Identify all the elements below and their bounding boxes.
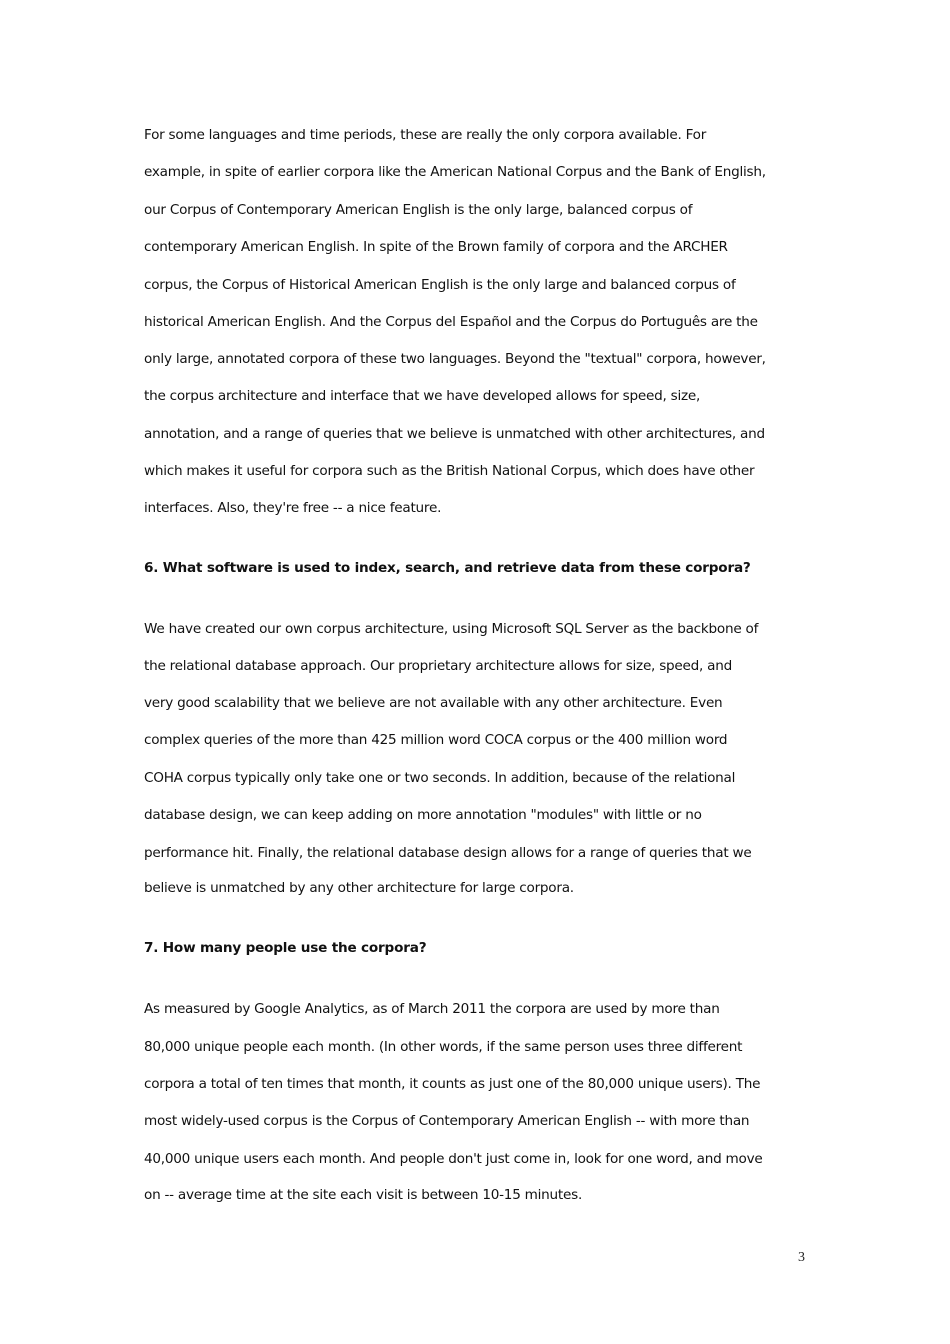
paragraph-2-line-1: We have created our own corpus architecture, using Microsoft SQL Server as the backbone of (144, 621, 759, 637)
paragraph-2-line-8: believe is unmatched by any other architecture for large corpora. (144, 880, 574, 896)
paragraph-2-line-2: the relational database approach. Our proprietary architecture allows for size, speed, and (144, 658, 732, 674)
paragraph-1-line-10: which makes it useful for corpora such as the British National Corpus, which does have other (144, 463, 755, 479)
paragraph-1-line-9: annotation, and a range of queries that we believe is unmatched with other architectures, and (144, 426, 765, 442)
paragraph-3-line-4: most widely-used corpus is the Corpus of Contemporary American English -- with more than (144, 1113, 750, 1129)
paragraph-1-line-11: interfaces. Also, they're free -- a nice feature. (144, 500, 442, 516)
paragraph-1-line-4: contemporary American English. In spite of the Brown family of corpora and the ARCHER (144, 239, 728, 255)
paragraph-2-line-5: COHA corpus typically only take one or two seconds. In addition, because of the relational (144, 770, 736, 786)
paragraph-1-line-6: historical American English. And the Corpus del Español and the Corpus do Português are the (144, 314, 758, 330)
paragraph-3-line-5: 40,000 unique users each month. And people don't just come in, look for one word, and move (144, 1151, 763, 1167)
paragraph-1-line-8: the corpus architecture and interface that we have developed allows for speed, size, (144, 388, 701, 404)
paragraph-1-line-1: For some languages and time periods, these are really the only corpora available. For (144, 127, 707, 143)
paragraph-3-line-6: on -- average time at the site each visit is between 10-15 minutes. (144, 1187, 583, 1203)
paragraph-2-line-3: very good scalability that we believe are not available with any other architecture. Even (144, 695, 723, 711)
paragraph-3-line-2: 80,000 unique people each month. (In other words, if the same person uses three different (144, 1039, 743, 1055)
paragraph-3-line-3: corpora a total of ten times that month, it counts as just one of the 80,000 unique users). The (144, 1076, 761, 1092)
paragraph-2-line-7: performance hit. Finally, the relational database design allows for a range of queries that we (144, 845, 752, 861)
paragraph-2-line-4: complex queries of the more than 425 million word COCA corpus or the 400 million word (144, 732, 728, 748)
page-number: 3 (798, 1250, 805, 1265)
paragraph-1-line-2: example, in spite of earlier corpora like the American National Corpus and the Bank of English, (144, 164, 766, 180)
section-heading-6: 6. What software is used to index, search, and retrieve data from these corpora? (144, 560, 751, 576)
paragraph-1-line-7: only large, annotated corpora of these two languages. Beyond the "textual" corpora, however, (144, 351, 766, 367)
paragraph-2-line-6: database design, we can keep adding on more annotation "modules" with little or no (144, 807, 702, 823)
paragraph-1-line-3: our Corpus of Contemporary American English is the only large, balanced corpus of (144, 202, 693, 218)
paragraph-1-line-5: corpus, the Corpus of Historical American English is the only large and balanced corpus of (144, 277, 736, 293)
section-heading-7: 7. How many people use the corpora? (144, 940, 427, 956)
paragraph-3-line-1: As measured by Google Analytics, as of March 2011 the corpora are used by more than (144, 1001, 720, 1017)
